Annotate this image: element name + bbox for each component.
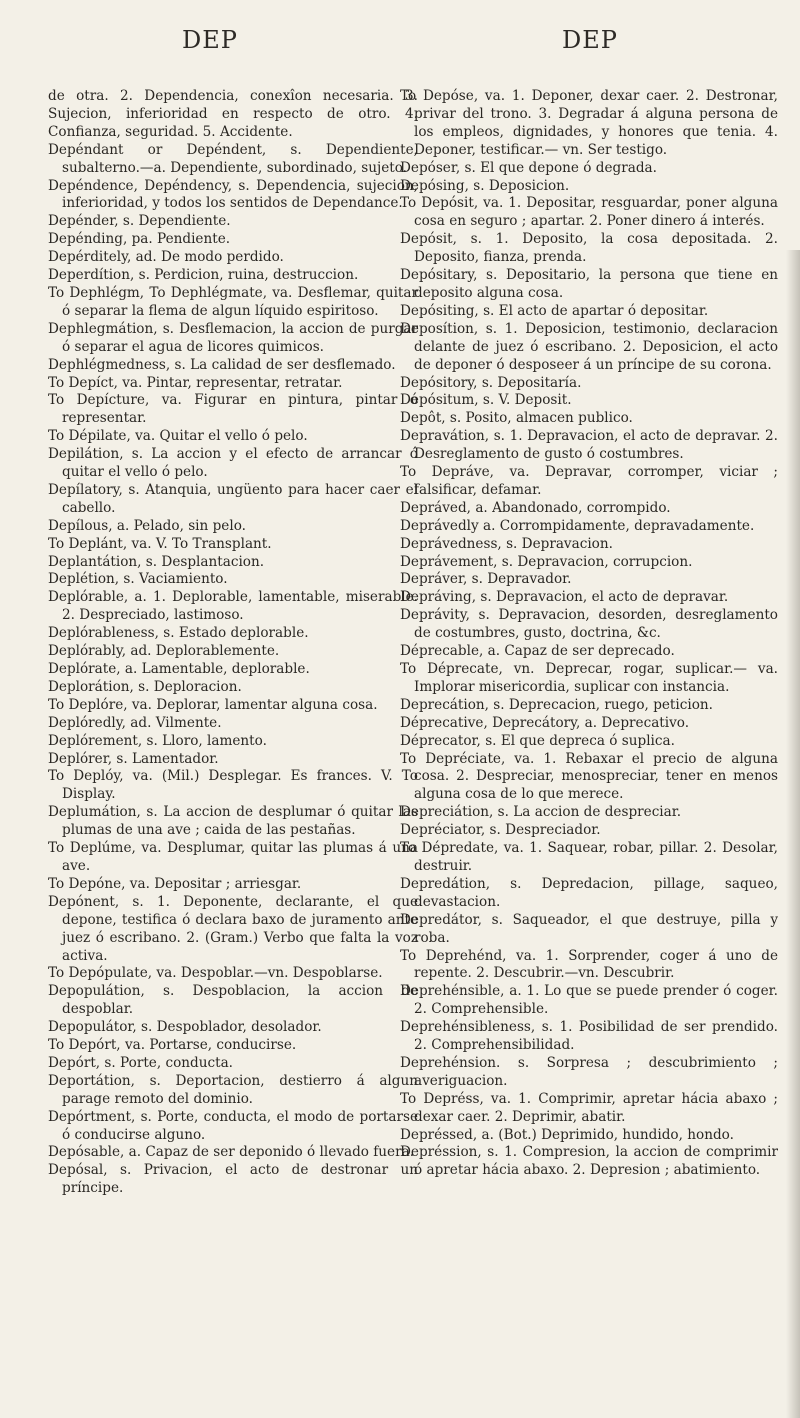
dictionary-entry: Deprehénsion. s. Sorpresa ; descubrimiento ; averiguacion. xyxy=(400,1054,778,1089)
dictionary-entry: Deprávedly a. Corrompidamente, depravadamente. xyxy=(400,517,755,534)
dictionary-entry: Depréciator, s. Despreciador. xyxy=(400,822,601,839)
dictionary-entry: To Deplánt, va. V. To Transplant. xyxy=(48,535,272,552)
dictionary-entry: Depósing, s. Deposicion. xyxy=(400,177,570,194)
dictionary-entry: Depráved, a. Abandonado, corrompido. xyxy=(400,499,671,516)
dictionary-entry: To Deplóy, va. (Mil.) Desplegar. Es frances. V. To Display. xyxy=(48,768,418,803)
dictionary-entry: To Depópulate, va. Despoblar.—vn. Despoblarse. xyxy=(48,965,383,982)
dictionary-entry: To Depráve, va. Depravar, corromper, viciar ; falsificar, defamar. xyxy=(400,464,778,498)
dictionary-entry: Deplétion, s. Vaciamiento. xyxy=(48,571,228,588)
dictionary-entry: To Depórt, va. Portarse, conducirse. xyxy=(48,1037,297,1054)
dictionary-entry: Dephlégmedness, s. La calidad de ser desflemado. xyxy=(48,356,396,373)
dictionary-entry: Depopulátion, s. Despoblacion, la accion de despoblar. xyxy=(48,983,418,1018)
running-head-right: DEP xyxy=(562,26,618,54)
dictionary-entry: To Deplúme, va. Desplumar, quitar las plumas á una ave. xyxy=(48,840,418,874)
dictionary-entry: Deprávement, s. Depravacion, corrupcion. xyxy=(400,553,693,570)
dictionary-entry: Depredátion, s. Depredacion, pillage, saqueo, devastacion. xyxy=(400,875,778,910)
dictionary-entry: Deplórable, a. 1. Deplorable, lamentable, miserable. 2. Despreciado, lastimoso. xyxy=(48,589,418,624)
dictionary-entry: To Depíct, va. Pintar, representar, retratar. xyxy=(48,374,343,391)
dictionary-entry: Depráving, s. Depravacion, el acto de depravar. xyxy=(400,589,729,606)
dictionary-entry: Depósitum, s. V. Deposit. xyxy=(400,392,572,409)
dictionary-entry: Depóser, s. El que depone ó degrada. xyxy=(400,159,657,176)
dictionary-entry: Depénder, s. Dependiente. xyxy=(48,213,231,230)
dictionary-entry: Deprehénsibleness, s. 1. Posibilidad de ser prendido. 2. Comprehensibilidad. xyxy=(400,1019,778,1054)
dictionary-entry: Depredátor, s. Saqueador, el que destruye, pilla y roba. xyxy=(400,911,778,946)
dictionary-entry: Depílatory, s. Atanquia, ungüento para hacer caer el cabello. xyxy=(48,481,418,516)
dictionary-entry: Depilátion, s. La accion y el efecto de arrancar ó quitar el vello ó pelo. xyxy=(48,446,418,481)
dictionary-entry: Deplórer, s. Lamentador. xyxy=(48,750,219,767)
dictionary-entry: To Depósit, va. 1. Depositar, resguardar, poner alguna cosa en seguro ; apartar. 2. Poner dinero á interés. xyxy=(400,195,778,230)
dictionary-entry: Deplumátion, s. La accion de desplumar ó quitar las plumas de una ave ; caida de las pestañas. xyxy=(48,804,418,839)
dictionary-entry: To Dépredate, va. 1. Saquear, robar, pillar. 2. Desolar, destruir. xyxy=(400,840,778,874)
dictionary-entry: Deplórableness, s. Estado deplorable. xyxy=(48,625,309,642)
dictionary-entry: Depreciátion, s. La accion de despreciar. xyxy=(400,804,682,821)
dictionary-entry: To Dephlégm, To Dephlégmate, va. Desflemar, quitar ó separar la flema de algun líquido espiritoso. xyxy=(48,284,418,319)
page-edge-shadow xyxy=(786,250,800,1418)
dictionary-entry: Deprávity, s. Depravacion, desorden, desreglamento de costumbres, gusto, doctrina, &c. xyxy=(400,607,778,642)
dictionary-entry: Depílous, a. Pelado, sin pelo. xyxy=(48,517,246,534)
dictionary-entry: To Depóse, va. 1. Deponer, dexar caer. 2. Destronar, privar del trono. 3. Degradar á alguna persona de los empleos, dignidades, y honores que tenia. 4. Deponer, testificar.— vn. Ser testigo. xyxy=(400,88,778,158)
dictionary-entry: Deplantátion, s. Desplantacion. xyxy=(48,553,265,570)
left-column xyxy=(48,88,418,1198)
dictionary-entry: Depósit, s. 1. Deposito, la cosa depositada. 2. Deposito, fianza, prenda. xyxy=(400,231,778,266)
dictionary-entry: Depónent, s. 1. Deponente, declarante, el que depone, testifica ó declara baxo de juramento ante juez ó escribano. 2. (Gram.) Verbo que falta la voz activa. xyxy=(48,893,418,964)
dictionary-entry: To Dépilate, va. Quitar el vello ó pelo. xyxy=(48,428,308,445)
dictionary-entry: Dephlegmátion, s. Desflemacion, la accion de purgar ó separar el agua de licores quimicos. xyxy=(48,320,418,355)
dictionary-entry: Deplórate, a. Lamentable, deplorable. xyxy=(48,661,310,677)
dictionary-entry: To Deprehénd, va. 1. Sorprender, coger á uno de repente. 2. Descubrir.—vn. Descubrir. xyxy=(400,947,778,982)
dictionary-entry: de otra. 2. Dependencia, conexîon necesaria. 3. Sujecion, inferioridad en respecto de otro. 4. Confianza, seguridad. 5. Accidente. xyxy=(48,88,418,140)
dictionary-entry: Deplorátion, s. Deploracion. xyxy=(48,678,242,695)
dictionary-entry: To Depréciate, va. 1. Rebaxar el precio de alguna cosa. 2. Despreciar, menospreciar, tener en menos alguna cosa de lo que merece. xyxy=(400,750,778,803)
dictionary-entry: Depósitory, s. Depositaría. xyxy=(400,374,582,391)
dictionary-entry: Depósable, a. Capaz de ser deponido ó llevado fuera. xyxy=(48,1144,415,1161)
dictionary-entry: Depérditely, ad. De modo perdido. xyxy=(48,249,284,266)
dictionary-entry: Depôt, s. Posito, almacen publico. xyxy=(400,410,633,427)
dictionary-entry: Deplórement, s. Lloro, lamento. xyxy=(48,732,267,749)
dictionary-entry: To Deplóre, va. Deplorar, lamentar alguna cosa. xyxy=(48,696,378,713)
dictionary-entry: Deprehénsible, a. 1. Lo que se puede prender ó coger. 2. Comprehensible. xyxy=(400,983,778,1018)
dictionary-entry: Depórtment, s. Porte, conducta, el modo de portarse ó conducirse alguno. xyxy=(48,1108,418,1143)
dictionary-entry: Depósitary, s. Depositario, la persona que tiene en deposito alguna cosa. xyxy=(400,267,778,301)
dictionary-entry: Depopulátor, s. Despoblador, desolador. xyxy=(48,1019,322,1036)
dictionary-entry: Depéndence, Depéndency, s. Dependencia, sujecion, inferioridad, y todos los sentidos de Dependance. xyxy=(48,177,418,212)
dictionary-entry: Depráver, s. Depravador. xyxy=(400,571,572,588)
dictionary-entry: Depósiting, s. El acto de apartar ó depositar. xyxy=(400,302,709,319)
dictionary-entry: Depénding, pa. Pendiente. xyxy=(48,231,231,248)
dictionary-entry: Deposítion, s. 1. Deposicion, testimonio, declaracion delante de juez ó escribano. 2. Deposicion, el acto de deponer ó desposeer á un príncipe de su corona. xyxy=(400,320,778,373)
dictionary-entry: Depósal, s. Privacion, el acto de destronar un príncipe. xyxy=(48,1162,418,1197)
dictionary-entry: Depéndant or Depéndent, s. Dependiente, subalterno.—a. Dependiente, subordinado, sujeto. xyxy=(48,141,418,176)
dictionary-entry: Depravátion, s. 1. Depravacion, el acto de depravar. 2. Desreglamento de gusto ó costumbres. xyxy=(400,428,778,463)
dictionary-entry: Deplóredly, ad. Vilmente. xyxy=(48,714,222,731)
dictionary-entry: Déprecable, a. Capaz de ser deprecado. xyxy=(400,643,675,660)
dictionary-entry: Déprecative, Deprecátory, a. Deprecativo. xyxy=(400,714,690,731)
dictionary-entry: Depréssed, a. (Bot.) Deprimido, hundido, hondo. xyxy=(400,1126,734,1143)
dictionary-entry: Deprávedness, s. Depravacion. xyxy=(400,535,613,552)
dictionary-entry: Depórt, s. Porte, conducta. xyxy=(48,1054,233,1071)
page-header xyxy=(0,8,800,54)
dictionary-entry: Déprecator, s. El que depreca ó suplica. xyxy=(400,732,675,749)
dictionary-entry: Deperdítion, s. Perdicion, ruina, destruccion. xyxy=(48,267,359,284)
right-column xyxy=(400,88,778,1180)
dictionary-entry: To Depícture, va. Figurar en pintura, pintar ó representar. xyxy=(48,392,418,427)
dictionary-entry: Deprecátion, s. Deprecacion, ruego, peticion. xyxy=(400,696,713,713)
dictionary-entry: To Depréss, va. 1. Comprimir, apretar hácia abaxo ; dexar caer. 2. Deprimir, abatir. xyxy=(400,1090,778,1125)
dictionary-entry: To Déprecate, vn. Deprecar, rogar, suplicar.— va. Implorar misericordia, suplicar con instancia. xyxy=(400,661,778,695)
dictionary-entry: Depréssion, s. 1. Compresion, la accion de comprimir ó apretar hácia abaxo. 2. Depresion ; abatimiento. xyxy=(400,1144,778,1179)
running-head-left: DEP xyxy=(182,26,238,54)
dictionary-entry: To Depóne, va. Depositar ; arriesgar. xyxy=(48,875,302,892)
dictionary-entry: Deplórably, ad. Deplorablemente. xyxy=(48,643,280,660)
dictionary-entry: Deportátion, s. Deportacion, destierro á algun parage remoto del dominio. xyxy=(48,1072,418,1107)
